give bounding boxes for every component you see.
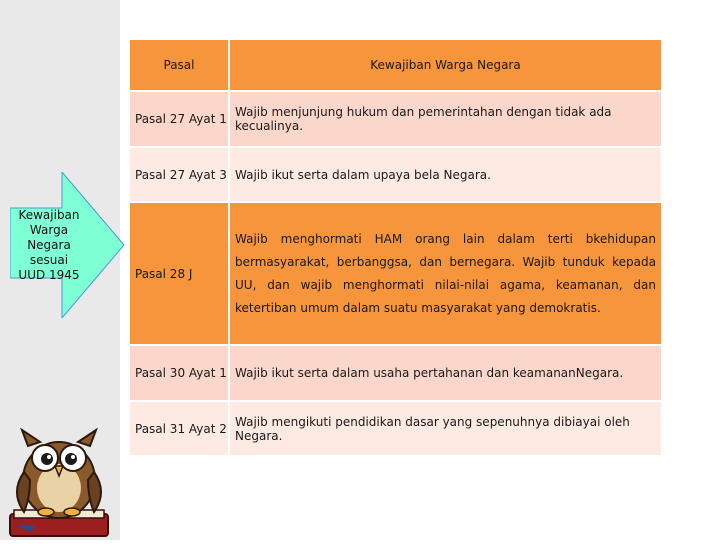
- pasal-cell: Pasal 30 Ayat 1: [129, 345, 229, 401]
- pasal-cell: Pasal 27 Ayat 1: [129, 91, 229, 147]
- kewajiban-cell: Wajib mengikuti pendidikan dasar yang sepenuhnya dibiayai oleh Negara.: [229, 401, 662, 456]
- kewajiban-table: [128, 38, 663, 457]
- header-pasal: Pasal: [129, 39, 229, 91]
- pasal-cell: Pasal 28 J: [129, 202, 229, 345]
- pasal-cell: Pasal 31 Ayat 2: [129, 401, 229, 456]
- table-header-row: [129, 39, 662, 91]
- kewajiban-cell: Wajib ikut serta dalam usaha pertahanan dan keamananNegara.: [229, 345, 662, 401]
- pasal-cell: Pasal 27 Ayat 3: [129, 147, 229, 202]
- arrow-label-line: Kewajiban: [18, 208, 80, 222]
- table-row: [129, 202, 662, 345]
- table-row: [129, 91, 662, 147]
- arrow-label-line: Negara: [27, 238, 71, 252]
- arrow-label-line: UUD 1945: [18, 268, 80, 282]
- table-row: [129, 345, 662, 401]
- owl-on-book-icon: [6, 428, 112, 540]
- table-row: [129, 401, 662, 456]
- kewajiban-cell: Wajib menjunjung hukum dan pemerintahan dengan tidak ada kecualinya.: [229, 91, 662, 147]
- kewajiban-cell: Wajib menghormati HAM orang lain dalam terti bkehidupan bermasyarakat, berbanggsa, dan bernegara. Wajib tunduk kepada UU, dan wajib menghormati nilai-nilai agama, keamanan, dan ketertiban umum dalam suatu masyarakat yang demokratis.: [229, 202, 662, 345]
- header-kewajiban: Kewajiban Warga Negara: [229, 39, 662, 91]
- arrow-label-line: sesuai: [29, 253, 69, 267]
- arrow-label-line: Warga: [29, 223, 69, 237]
- table-row: [129, 147, 662, 202]
- arrow-label: [14, 208, 84, 283]
- arrow-callout: [10, 172, 125, 318]
- kewajiban-cell: Wajib ikut serta dalam upaya bela Negara.: [229, 147, 662, 202]
